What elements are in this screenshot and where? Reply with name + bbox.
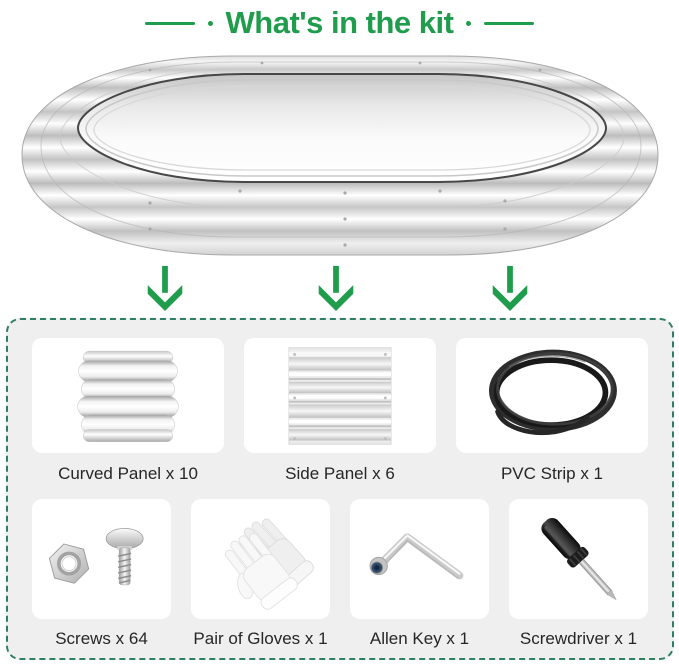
raised-bed-image [0,53,679,261]
screws-image [32,509,171,609]
down-arrow-icon [488,264,532,312]
title-decor-line-right [484,22,534,25]
down-arrow-icon [314,264,358,312]
curved-panel-image [72,346,184,446]
kit-row-1 [32,338,648,484]
kit-item-label: Curved Panel x 10 [58,464,198,483]
kit-item-label: Screwdriver x 1 [519,629,638,648]
page-title: What's in the kit [225,5,454,40]
kit-item-card [32,338,224,453]
title-decor-dot-left [208,21,213,26]
kit-item-side-panel [244,338,436,484]
side-panel-image [282,344,398,448]
title-decor-line-left [145,22,195,25]
kit-item-card [191,499,330,619]
kit-contents-panel [6,318,674,660]
screwdriver-image [513,503,645,615]
kit-item-label: PVC Strip x 1 [500,464,604,483]
kit-item-screwdriver [509,499,648,649]
kit-item-label: Screws x 64 [55,629,148,648]
kit-item-label: Allen Key x 1 [369,629,470,648]
allen-key-image [350,507,489,611]
kit-item-card [509,499,648,619]
kit-item-allen-key [350,499,489,649]
kit-item-pvc-strip [456,338,648,484]
down-arrow-icon [143,264,187,312]
kit-item-curved-panel [32,338,224,484]
kit-item-label: Side Panel x 6 [285,464,395,483]
kit-item-card [32,499,171,619]
kit-item-screws [32,499,171,649]
title-row [0,0,679,46]
pvc-strip-image [467,343,637,448]
kit-row-2 [32,499,648,649]
kit-item-card [244,338,436,453]
kit-item-card [350,499,489,619]
gloves-image [191,505,330,613]
kit-item-card [456,338,648,453]
kit-item-gloves [191,499,330,649]
title-decor-dot-right [466,21,471,26]
kit-item-label: Pair of Gloves x 1 [193,629,328,648]
